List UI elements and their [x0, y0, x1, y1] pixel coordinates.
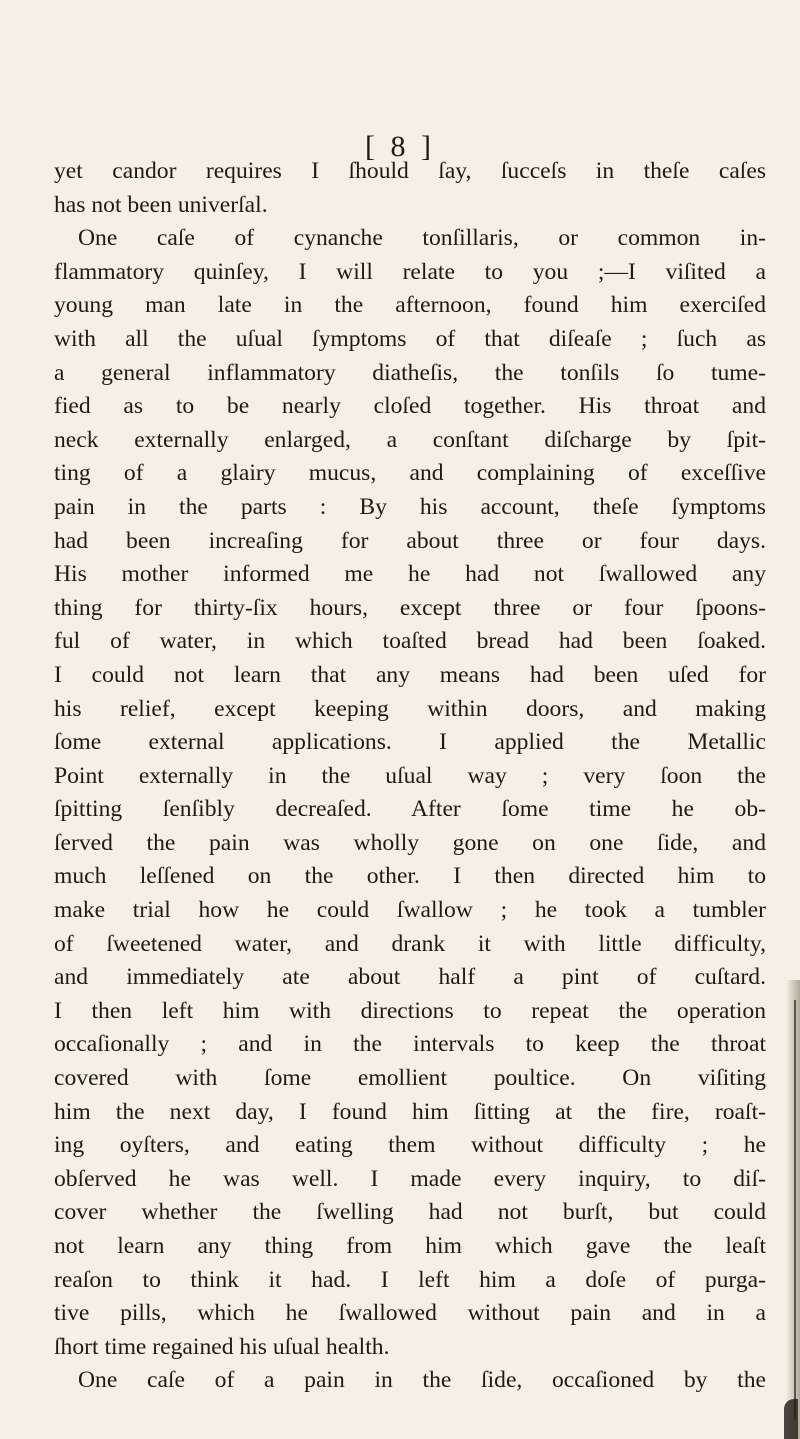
page-number: [ 8 ] — [365, 130, 435, 163]
text-line: cover whether the ſwelling had not burſt, but could — [54, 1199, 766, 1226]
text-line: His mother informed me he had not ſwallowed any — [54, 561, 766, 588]
text-line: his relief, except keeping within doors, and making — [54, 695, 766, 722]
page-corner-mark — [784, 1399, 798, 1439]
text-line: One caſe of cynanche tonſillaris, or common in- — [78, 225, 766, 252]
text-line: Point externally in the uſual way ; very ſoon the — [54, 762, 766, 789]
text-line: flammatory quinſey, I will relate to you ;—I viſited a — [54, 258, 766, 285]
text-line: fied as to be nearly cloſed together. His throat and — [54, 393, 766, 420]
body-text — [54, 155, 766, 1398]
text-line: tive pills, which he ſwallowed without pain and in a — [54, 1300, 766, 1327]
text-line: thing for thirty-ſix hours, except three or four ſpoons- — [54, 594, 766, 621]
text-line: ing oyſters, and eating them without difficulty ; he — [54, 1132, 766, 1159]
text-line: make trial how he could ſwallow ; he took a tumbler — [54, 897, 766, 924]
text-line: occaſionally ; and in the intervals to keep the throat — [54, 1031, 766, 1058]
text-line: ſpitting ſenſibly decreaſed. After ſome time he ob- — [54, 796, 766, 823]
text-line: ſome external applications. I applied the Metallic — [54, 729, 766, 756]
text-line: reaſon to think it had. I left him a doſe of purga- — [54, 1266, 766, 1293]
text-line: much leſſened on the other. I then directed him to — [54, 863, 766, 890]
text-line: a general inflammatory diatheſis, the tonſils ſo tume- — [54, 359, 766, 386]
text-line: not learn any thing from him which gave the leaſt — [54, 1233, 766, 1259]
text-line: yet candor requires I ſhould ſay, ſucceſs in theſe caſes — [54, 158, 766, 184]
text-line: pain in the parts : By his account, theſe ſymptoms — [54, 493, 766, 520]
text-line: One caſe of a pain in the ſide, occaſioned by the — [78, 1367, 766, 1394]
page-edge-shadow — [786, 980, 800, 1439]
text-line: ſerved the pain was wholly gone on one ſide, and — [54, 829, 766, 856]
text-line: I could not learn that any means had been uſed for — [54, 661, 766, 688]
text-line: and immediately ate about half a pint of cuſtard. — [54, 964, 766, 991]
page-binding-edge — [794, 1000, 796, 1420]
text-line: neck externally enlarged, a conſtant diſcharge by ſpit- — [54, 426, 766, 453]
text-line: I then left him with directions to repeat the operation — [54, 997, 766, 1024]
text-line: him the next day, I found him ſitting at the fire, roaſt- — [54, 1098, 766, 1125]
text-line: has not been univerſal. — [54, 191, 268, 218]
text-line: ting of a glairy mucus, and complaining of exceſſive — [54, 460, 766, 487]
text-line: covered with ſome emollient poultice. On viſiting — [54, 1065, 766, 1092]
text-line: with all the uſual ſymptoms of that diſeaſe ; ſuch as — [54, 325, 766, 352]
text-line: ful of water, in which toaſted bread had been ſoaked. — [54, 628, 766, 655]
text-line: of ſweetened water, and drank it with little difficulty, — [54, 930, 766, 957]
text-line: obſerved he was well. I made every inquiry, to diſ- — [54, 1165, 766, 1192]
text-line: ſhort time regained his uſual health. — [54, 1333, 390, 1360]
text-line: young man late in the afternoon, found him exerciſed — [54, 292, 766, 319]
text-line: had been increaſing for about three or four days. — [54, 527, 766, 554]
